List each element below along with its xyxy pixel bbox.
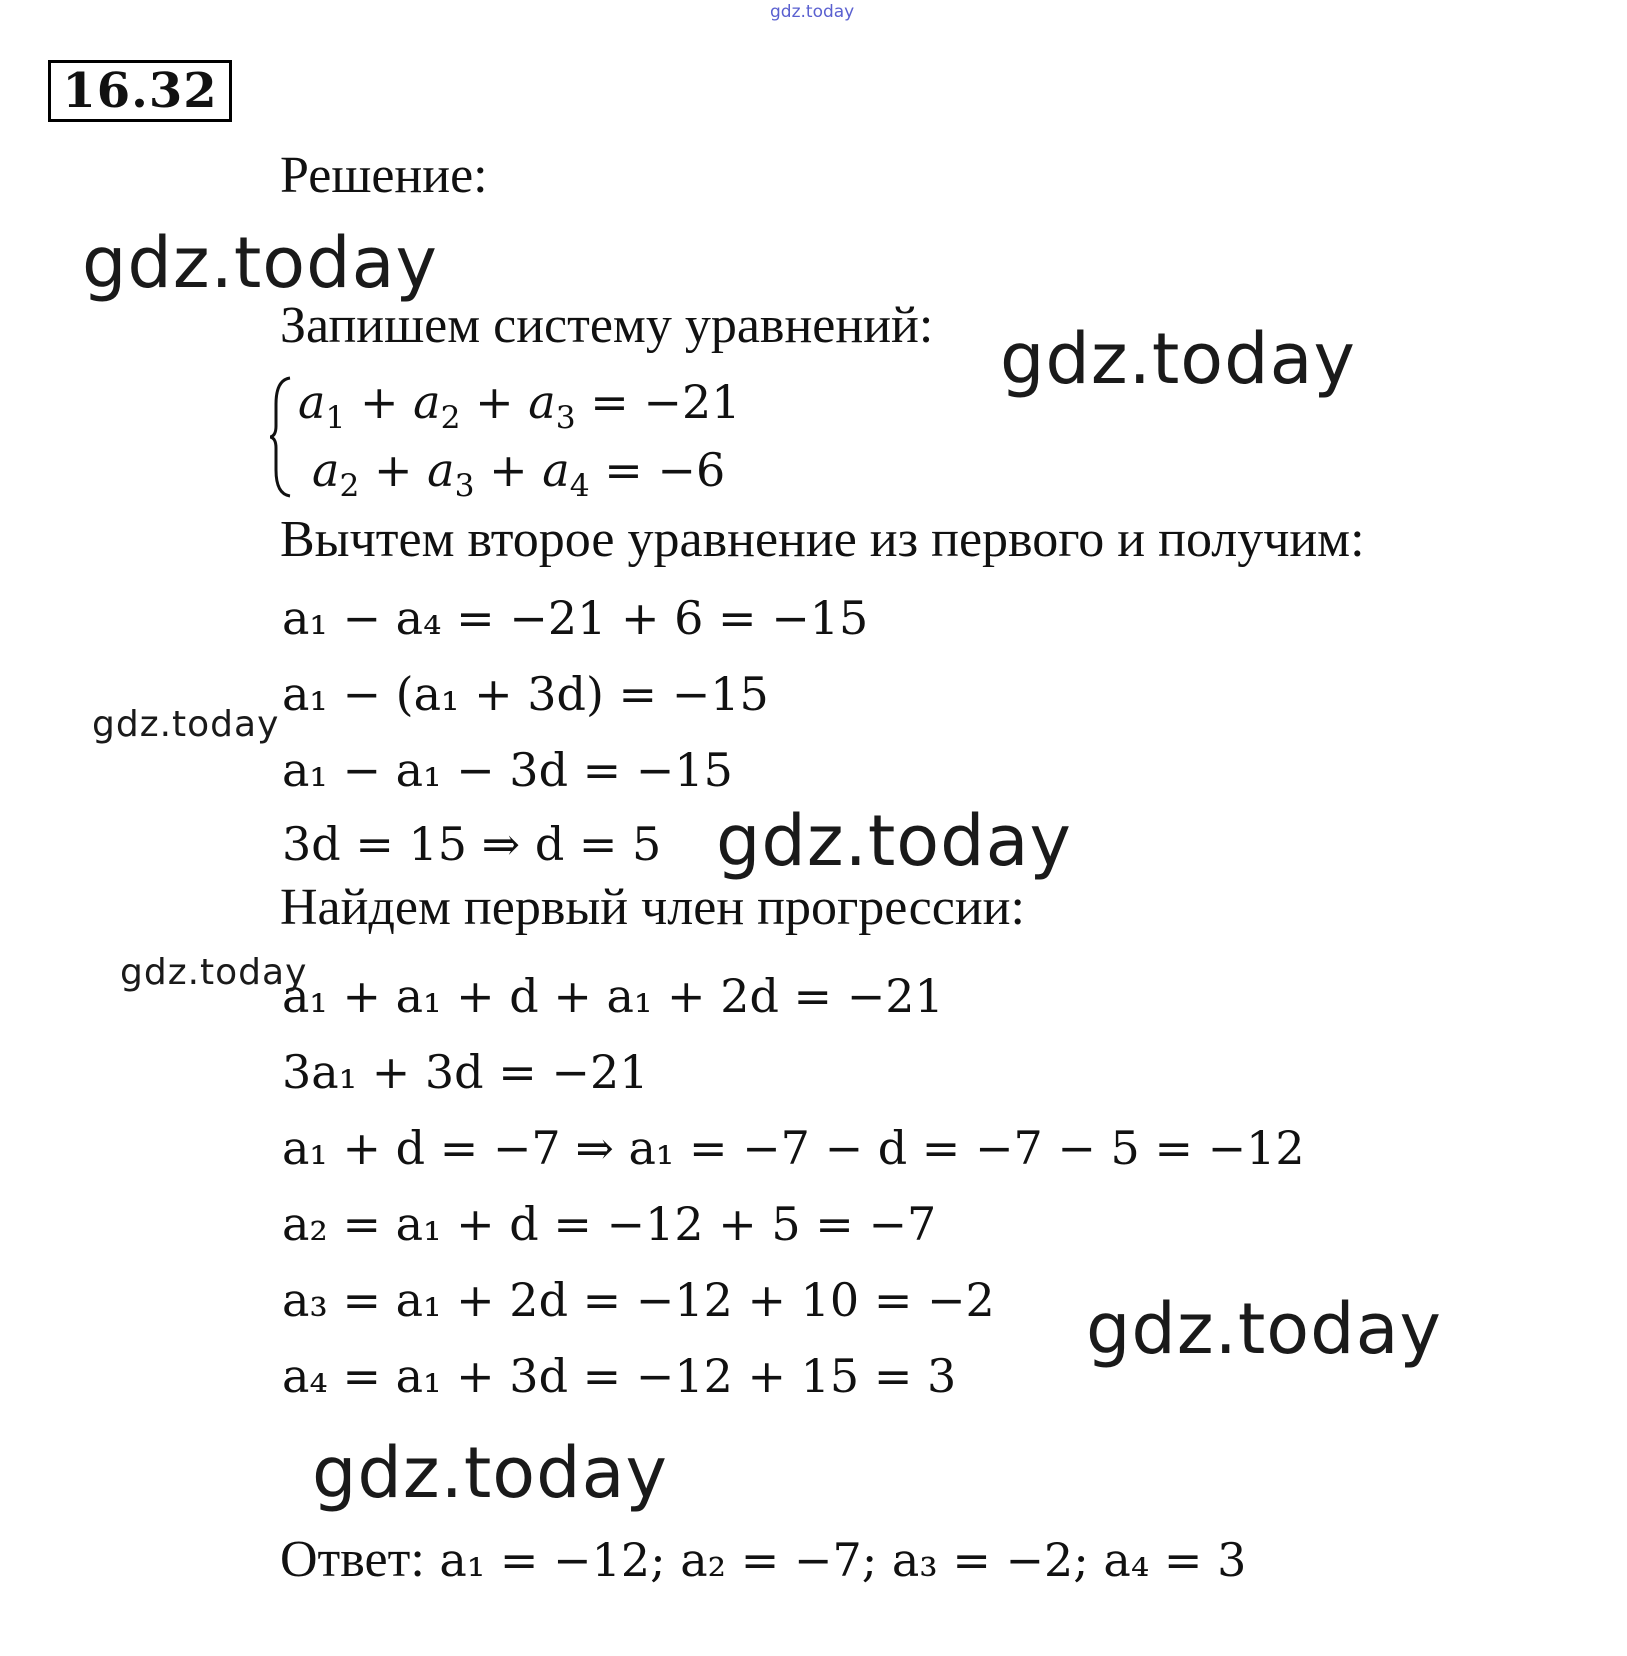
step-6: 3a₁ + 3d = −21: [282, 1045, 649, 1099]
step-10: a₄ = a₁ + 3d = −12 + 15 = 3: [282, 1349, 957, 1403]
solution-heading: Решение:: [280, 147, 488, 204]
watermark: gdz.today: [92, 704, 280, 745]
watermark: gdz.today: [716, 800, 1072, 882]
step-9: a₃ = a₁ + 2d = −12 + 10 = −2: [282, 1273, 995, 1327]
step-5: a₁ + a₁ + d + a₁ + 2d = −21: [282, 969, 944, 1023]
watermark: gdz.today: [120, 952, 308, 993]
step-8: a₂ = a₁ + d = −12 + 5 = −7: [282, 1197, 937, 1251]
step-4: 3d = 15 ⇒ d = 5: [282, 817, 662, 871]
step-3: a₁ − a₁ − 3d = −15: [282, 743, 733, 797]
system-brace: [270, 374, 294, 500]
watermark: gdz.today: [1086, 1288, 1442, 1370]
problem-number: 16.32: [48, 60, 232, 122]
top-watermark: gdz.today: [770, 2, 855, 22]
answer-label: Ответ:: [280, 1531, 425, 1588]
find-first-text: Найдем первый член прогрессии:: [280, 879, 1025, 936]
system-intro: Запишем систему уравнений:: [280, 297, 934, 354]
subtract-text: Вычтем второе уравнение из первого и получим:: [280, 511, 1365, 568]
answer-line: [280, 1530, 1246, 1590]
system-equation-2: $a_2 + a_3 + a_4 = -6$: [312, 443, 726, 504]
step-7: a₁ + d = −7 ⇒ a₁ = −7 − d = −7 − 5 = −12: [282, 1121, 1305, 1175]
step-2: a₁ − (a₁ + 3d) = −15: [282, 667, 769, 721]
watermark: gdz.today: [312, 1432, 668, 1514]
answer-values: a₁ = −12; a₂ = −7; a₃ = −2; a₄ = 3: [439, 1533, 1247, 1587]
watermark: gdz.today: [1000, 318, 1356, 400]
system-equation-1: $a_1 + a_2 + a_3 = -21$: [298, 375, 741, 436]
watermark: gdz.today: [82, 222, 438, 304]
step-1: a₁ − a₄ = −21 + 6 = −15: [282, 591, 869, 645]
